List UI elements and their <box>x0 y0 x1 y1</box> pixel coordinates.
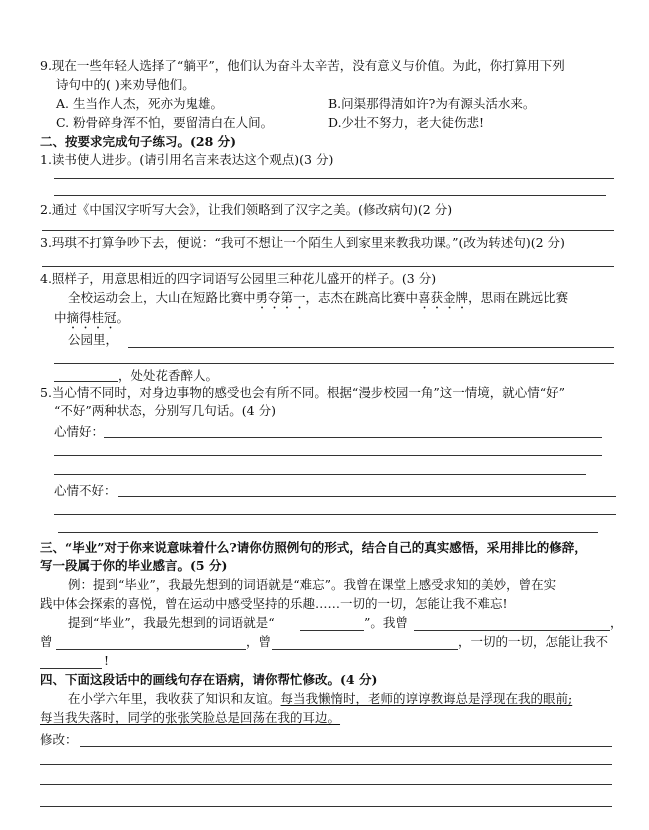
word-blank[interactable] <box>300 630 364 631</box>
answer-line[interactable] <box>40 806 612 807</box>
answer-blank[interactable] <box>54 381 118 382</box>
answer-line[interactable] <box>54 514 616 515</box>
answer-line[interactable] <box>118 496 616 497</box>
answer-line[interactable] <box>80 746 612 747</box>
answer-blank[interactable] <box>56 649 246 650</box>
q2-4-example-line2: 中摘得桂冠。 <box>54 310 130 325</box>
answer-line[interactable] <box>58 532 598 533</box>
q2-4-ending: ，处处花香醉人。 <box>118 368 219 383</box>
answer-line[interactable] <box>128 347 614 348</box>
q2-2-prompt: 2.通过《中国汉字听写大会》，让我们领略到了汉字之美。(修改病句)(2 分) <box>40 202 453 217</box>
answer-blank[interactable] <box>40 668 102 669</box>
q2-4-example-line1: 全校运动会上，大山在短路比赛中勇夺第一，志杰在跳高比赛中喜获金牌，思雨在跳远比赛 <box>68 290 569 305</box>
underlined-sentence: 每当我懒惰时，老师的谆谆教诲总是浮现在我的眼前; <box>280 691 573 706</box>
section-3-title-line2: 写一段属于你的毕业感言。(5 分) <box>40 558 228 573</box>
answer-line[interactable] <box>42 230 614 231</box>
mood-good-label: 心情好： <box>54 424 105 439</box>
fill-line2-mid: ，曾 <box>246 634 272 649</box>
q2-5-prompt-line1: 5.当心情不同时，对身边事物的感受也会有所不同。根据“漫步校园一角”这一情境，就心情“好” <box>40 385 565 400</box>
answer-line[interactable] <box>54 195 606 196</box>
mood-bad-label: 心情不好： <box>54 483 117 498</box>
answer-line[interactable] <box>104 437 602 438</box>
q2-3-prompt: 3.玛琪不打算争吵下去，便说：“我可不想让一个陌生人到家里来教我功课。”(改为转述句)(2 分) <box>40 235 565 250</box>
q9-stem-line2: 诗句中的( )来劝导他们。 <box>56 77 195 92</box>
answer-line[interactable] <box>42 266 614 267</box>
example-line1: 例：提到“毕业”，我最先想到的词语就是“难忘”。我曾在课堂上感受求知的美妙，曾在实 <box>68 577 557 592</box>
answer-line[interactable] <box>54 474 586 475</box>
q2-1-prompt: 1.读书使人进步。(请引用名言来表达这个观点)(3 分) <box>40 152 334 167</box>
q2-4-prompt: 4.照样子，用意思相近的四字词语写公园里三种花儿盛开的样子。(3 分) <box>40 271 437 286</box>
q9-option-a: A. 生当作人杰，死亦为鬼雄。 <box>56 96 223 111</box>
fill-line1-start: 提到“毕业”，我最先想到的词语就是“ <box>68 615 275 630</box>
fill-line1-mid: ”。我曾 <box>364 615 408 630</box>
answer-blank[interactable] <box>414 630 610 631</box>
example-line2: 践中体会探索的喜悦，曾在运动中感受坚持的乐趣……一切的一切，怎能让我不难忘! <box>40 596 508 611</box>
example-word: 喜获金牌 <box>418 290 469 305</box>
fill-line2-end: ，一切的一切，怎能让我不 <box>458 634 609 649</box>
fill-line3-end: ! <box>104 653 110 668</box>
q9-option-d: D.少壮不努力，老大徒伤悲! <box>328 115 485 130</box>
section-3-title-line1: 三、“毕业”对于你来说意味着什么?请你仿照例句的形式，结合自己的真实感悟，采用排比的修辞， <box>40 540 587 555</box>
example-word: 勇夺第一 <box>255 290 306 305</box>
underlined-sentence: 每当我失落时，同学的张张笑脸总是回荡在我的耳边。 <box>40 710 341 725</box>
answer-line[interactable] <box>40 784 612 785</box>
answer-blank[interactable] <box>272 649 458 650</box>
fill-line2-start: 曾 <box>40 634 53 649</box>
passage-line1: 在小学六年里，我收获了知识和友谊。每当我懒惰时，老师的谆谆教诲总是浮现在我的眼前; <box>68 691 573 706</box>
answer-line[interactable] <box>54 455 602 456</box>
example-word: 摘得桂冠 <box>66 310 117 325</box>
q2-5-prompt-line2: “不好”两种状态，分别写几句话。(4 分) <box>54 403 276 418</box>
section-4-title: 四、下面这段话中的画线句存在语病，请你帮忙修改。(4 分) <box>40 672 378 687</box>
section-2-title: 二、按要求完成句子练习。(28 分) <box>40 134 237 149</box>
passage-line2 <box>40 710 340 726</box>
q9-option-c: C. 粉骨碎身浑不怕，要留清白在人间。 <box>56 115 274 130</box>
answer-line[interactable] <box>40 764 612 765</box>
q2-4-park-label: 公园里， <box>68 332 119 347</box>
q9-stem-line1: 9.现在一些年轻人选择了“躺平”，他们认为奋斗太辛苦，没有意义与价值。为此，你打算用下列 <box>40 58 565 73</box>
answer-line[interactable] <box>54 363 614 364</box>
fill-line1-end: ， <box>610 615 623 630</box>
revision-label: 修改： <box>40 732 78 747</box>
answer-line[interactable] <box>54 178 614 179</box>
q9-option-b: B.问渠那得清如许?为有源头活水来。 <box>328 96 536 111</box>
